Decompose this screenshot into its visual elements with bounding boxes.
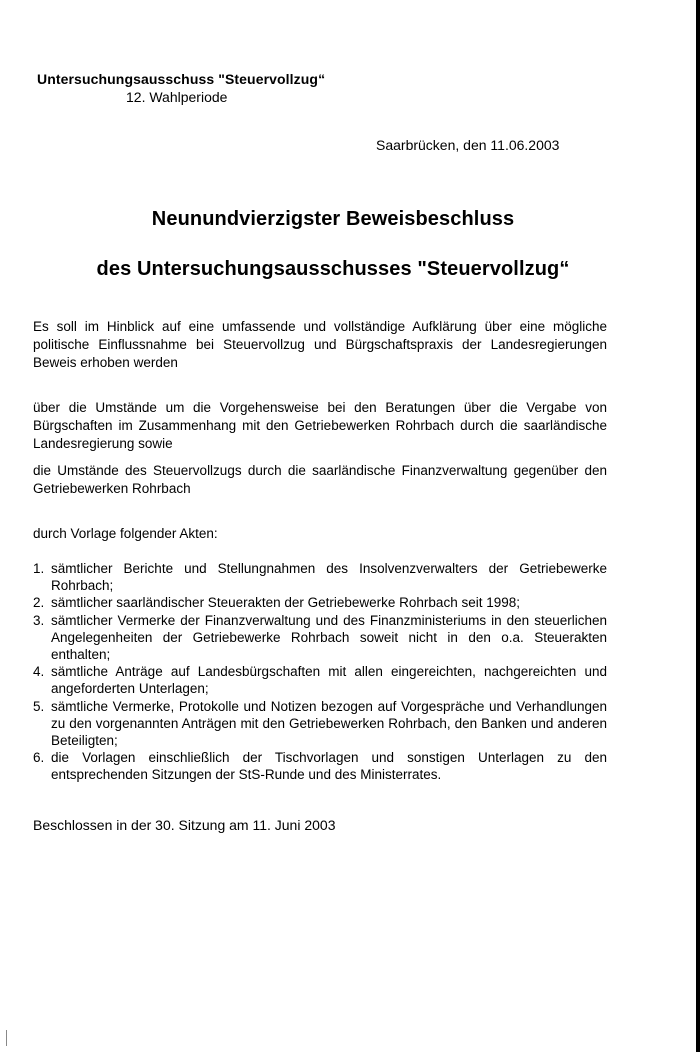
list-item-text: sämtlicher Vermerke der Finanzverwaltung und des Finanzministeriums in den steuerlichen Angelegenheiten der Getriebewerke Rohrbach soweit nicht in den o.a. Steuerakten enthalten; [51,612,607,663]
list-item [33,698,607,750]
list-item [33,560,607,594]
list-item-number: 6. [33,750,45,766]
document-title: Neunundvierzigster Beweisbeschluss [151,208,515,230]
list-item-number: 5. [33,698,45,714]
place-date: Saarbrücken, den 11.06.2003 [376,137,560,153]
list-item-text: sämtliche Vermerke, Protokolle und Notizen bezogen auf Vorgespräche und Verhandlungen zu den vorgenannten Anträgen mit den Getriebewerken Rohrbach, den Banken und anderen Beteiligten; [51,698,607,749]
list-item-number: 1. [33,561,45,576]
scan-mark [6,1030,7,1046]
list-item-text: sämtliche Anträge auf Landesbürgschaften mit allen eingereichten, nachgereichten und angeforderten Unterlagen; [51,664,607,697]
list-item [33,663,607,697]
files-intro: durch Vorlage folgender Akten: [33,526,218,541]
resolution-note: Beschlossen in der 30. Sitzung am 11. Juni 2003 [33,817,336,833]
intro-paragraph: Es soll im Hinblick auf eine umfassende und vollständige Aufklärung über eine mögliche politische Einflussnahme bei Steuervollzug und Bürgschaftspraxis der Landesregierungen Beweis erhoben werden [33,319,607,370]
list-item-text: die Vorlagen einschließlich der Tischvorlagen und sonstigen Unterlagen zu den entsprechenden Sitzungen der StS-Runde und des Ministerrates. [51,750,607,783]
document-subtitle: des Untersuchungsausschusses "Steuervollzug“ [96,258,570,280]
circumstance-paragraph-2: die Umstände des Steuervollzugs durch die saarländische Finanzverwaltung gegenüber den Getriebewerken Rohrbach [33,463,607,496]
committee-name: Untersuchungsausschuss "Steuervollzug“ [37,71,326,87]
list-item [33,612,607,664]
list-item-number: 3. [33,612,45,628]
list-item-text: sämtlicher saarländischer Steuerakten der Getriebewerke Rohrbach seit 1998; [51,595,520,611]
list-item-number: 2. [33,595,45,611]
circumstance-paragraph-1: über die Umstände um die Vorgehensweise bei den Beratungen über die Vergabe von Bürgschaften im Zusammenhang mit den Getriebewerken Rohrbach durch die saarländische Landesregierung sowie [33,400,607,451]
files-list [33,560,607,784]
list-item [33,749,607,783]
scan-edge [696,0,700,1052]
electoral-period: 12. Wahlperiode [126,89,228,105]
list-item-number: 4. [33,664,45,680]
list-item-text: sämtlicher Berichte und Stellungnahmen des Insolvenzverwalters der Getriebewerke Rohrbach; [51,561,607,594]
list-item [33,594,607,611]
